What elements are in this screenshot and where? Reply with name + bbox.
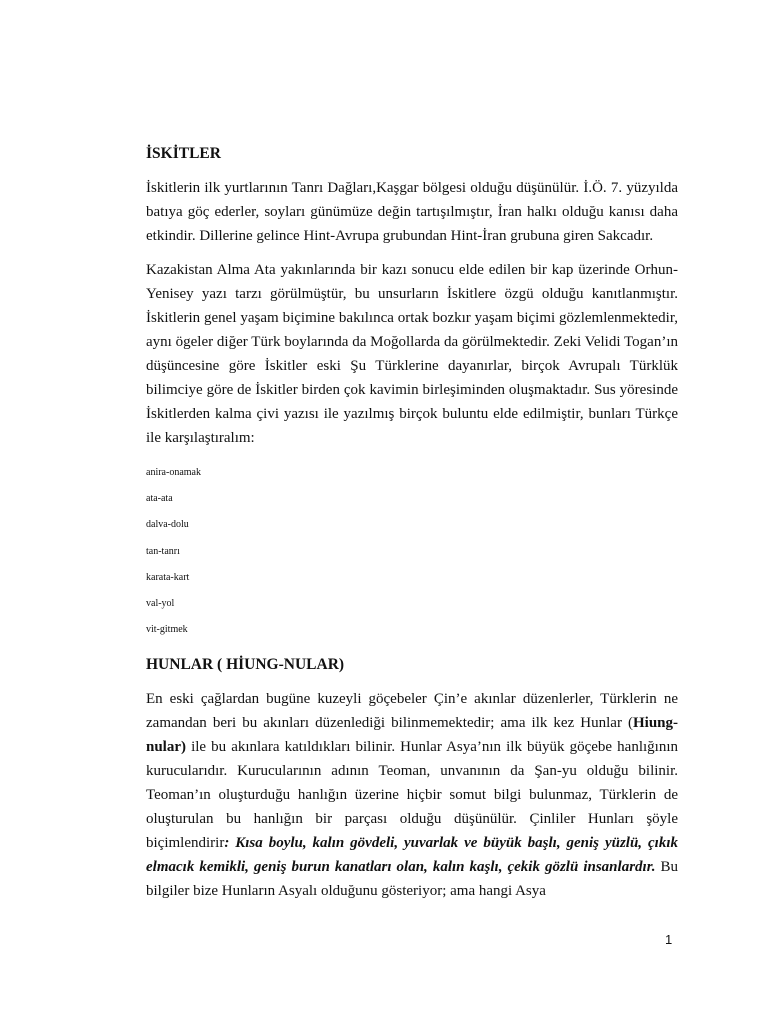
word-comparison-list	[146, 460, 678, 643]
page-number: 1	[665, 932, 673, 947]
list-item: tan-tanrı	[146, 545, 180, 557]
section-title-hunlar: HUNLAR ( HİUNG-NULAR)	[146, 656, 345, 674]
bold-term-hiung-nular: Hiung-nular)	[146, 715, 678, 756]
section-title-iskitler: İSKİTLER	[146, 145, 221, 162]
list-item: val-yol	[146, 598, 175, 610]
list-item: ata-ata	[146, 493, 173, 505]
bold-italic-description: : Kısa boylu, kalın gövdeli, yuvarlak ve büyük başlı, geniş yüzlü, çıkık elmacık kemikli, geniş burun kanatları olan, kalın kaşlı, çekik gözlü insanlardır.	[146, 835, 678, 876]
text-span: Bu bilgiler bize Hunların Asyalı olduğunu gösteriyor; ama hangi Asya	[146, 859, 678, 900]
page-content	[146, 144, 678, 913]
list-item: anira-onamak	[146, 467, 201, 478]
paragraph-iskitler-findings: Kazakistan Alma Ata yakınlarında bir kazı sonucu elde edilen bir kap üzerinde Orhun-Yenisey yazı tarzı görülmüştür, bu unsurların İskitlere özgü olduğu kanıtlanmıştır. İskitlerin genel yaşam biçimine bakılınca ortak bozkır yaşam biçimi gözlemlenmektedir, aynı ögeler diğer Türk boylarında da Moğollarda da görülmektedir. Zeki Velidi Togan’ın düşüncesine göre İskitler eski Şu Türklerine dayanırlar, birçok Avrupalı Türklük bilimciye göre de İskitler birden çok kavimin birleşiminden oluşmaktadır. Sus yöresinde İskitlerden kalma çivi yazısı ile yazılmış birçok buluntu elde edilmiştir, bunları Türkçe ile karşılaştıralım:	[146, 262, 678, 446]
text-span: En eski çağlardan bugüne kuzeyli göçebeler Çin’e akınlar düzenlerler, Türklerin ne zamandan beri bu akınları düzenlediği bilinmemektedir; ama ilk kez Hunlar (	[146, 691, 678, 732]
text-span: ile bu akınlara katıldıkları bilinir. Hunlar Asya’nın ilk büyük göçebe hanlığının kurucularıdır. Kurucularının adının Teoman, unvanının da Şan-yu olduğu bilinir. Teoman’ın oluşturduğu hanlığın üzerine hiçbir somut bilgi bulunmaz, Türklerin de oluşturulan bu hanlığın bir parçası olduğu düşünülür. Çinliler Hunları şöyle biçimlendirir	[146, 739, 678, 852]
paragraph-iskitler-origin: İskitlerin ilk yurtlarının Tanrı Dağları,Kaşgar bölgesi olduğu düşünülür. İ.Ö. 7. yüzyılda batıya göç ederler, soyları günümüze değin tartışılmıştır, İran halkı olduğu kanısı daha etkindir. Dillerine gelince Hint-Avrupa grubundan Hint-İran grubuna giren Sakcadır.	[146, 180, 678, 244]
paragraph-hunlar	[146, 687, 678, 903]
list-item: dalva-dolu	[146, 519, 189, 531]
list-item: vit-gitmek	[146, 624, 188, 636]
list-item: karata-kart	[146, 571, 190, 583]
